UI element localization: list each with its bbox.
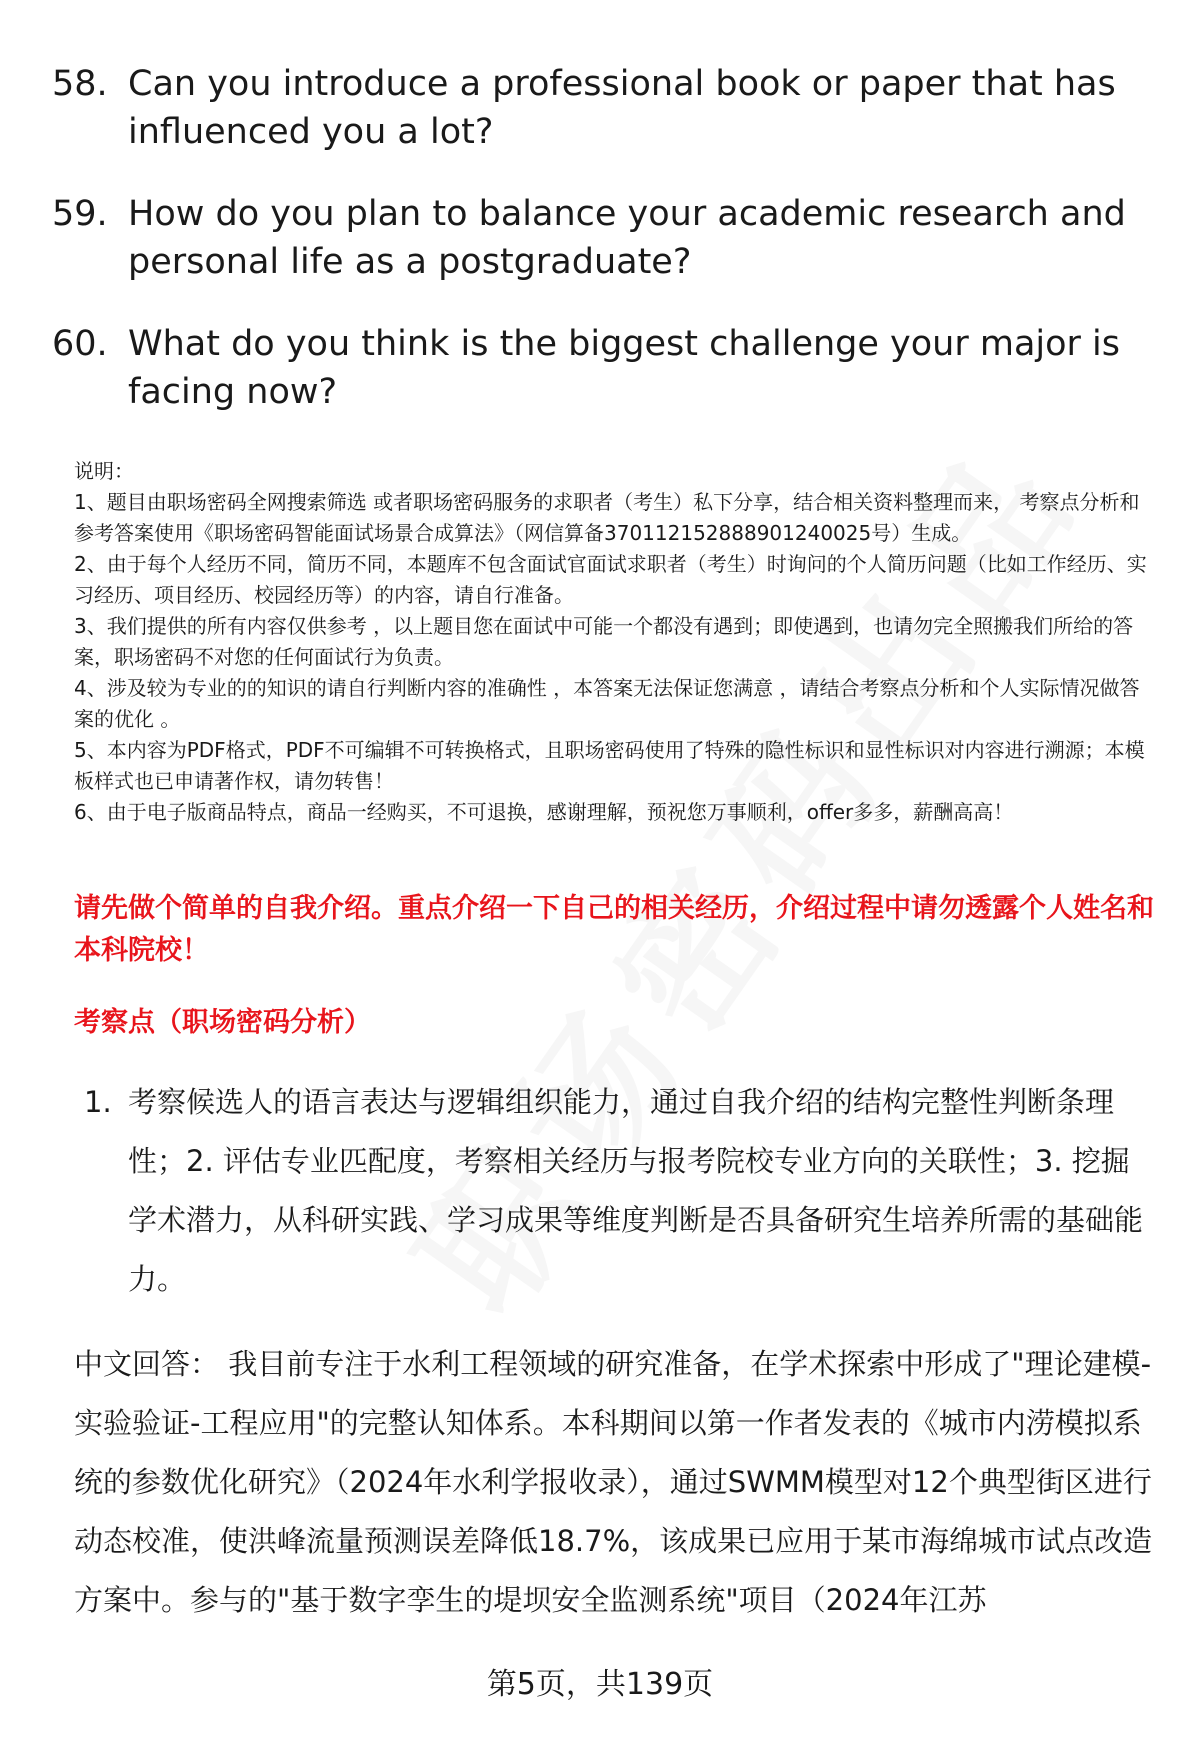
chinese-answer xyxy=(74,1335,1156,1630)
answer-label: 中文回答： xyxy=(74,1347,220,1381)
analysis-text: 考察候选人的语言表达与逻辑组织能力，通过自我介绍的结构完整性判断条理性；2. 评估专业匹配度，考察相关经历与报考院校专业方向的关联性；3. 挖掘学术潜力，从科研实践、学习成果等维度判断是否具备研究生培养所需的基础能力。 xyxy=(128,1085,1144,1296)
analysis-heading: 考察点（职场密码分析） xyxy=(74,1007,371,1038)
notes-title: 说明： xyxy=(74,459,134,483)
note-item: 2、由于每个人经历不同，简历不同，本题库不包含面试官面试求职者（考生）时询问的个人简历问题（比如工作经历、实习经历、项目经历、校园经历等）的内容，请自行准备。 xyxy=(74,552,1147,607)
note-item: 5、本内容为PDF格式，PDF不可编辑不可转换格式，且职场密码使用了特殊的隐性标识和显性标识对内容进行溯源；本模板样式也已申请著作权，请勿转售！ xyxy=(74,738,1145,793)
answer-text: 我目前专注于水利工程领域的研究准备，在学术探索中形成了"理论建模-实验验证-工程应用"的完整认知体系。本科期间以第一作者发表的《城市内涝模拟系统的参数优化研究》（2024年水利学报收录），通过SWMM模型对12个典型街区进行动态校准，使洪峰流量预测误差降低18.7%，该成果已应用于某市海绵城市试点改造方案中。参与的"基于数字孪生的堤坝安全监测系统"项目（2024年江苏 xyxy=(74,1347,1153,1617)
analysis-number: 1. xyxy=(84,1085,112,1119)
question-number: 58. xyxy=(52,64,108,104)
question-item xyxy=(52,60,1162,156)
question-text: Can you introduce a professional book or paper that has influenced you a lot? xyxy=(128,64,1116,152)
question-item xyxy=(52,320,1162,416)
question-number: 60. xyxy=(52,324,108,364)
analysis-list xyxy=(84,1073,1154,1309)
intro-question-heading: 请先做个简单的自我介绍。重点介绍一下自己的相关经历，介绍过程中请勿透露个人姓名和本科院校！ xyxy=(74,893,1154,966)
question-list xyxy=(52,60,1162,450)
page-footer: 第5页，共139页 xyxy=(486,1667,714,1702)
notes-section xyxy=(74,456,1156,828)
question-number: 59. xyxy=(52,194,108,234)
note-item: 1、题目由职场密码全网搜索筛选 或者职场密码服务的求职者（考生）私下分享，结合相关资料整理而来， 考察点分析和参考答案使用《职场密码智能面试场景合成算法》（网信算备370112152888901240025号）生成。 xyxy=(74,490,1140,545)
question-item xyxy=(52,190,1162,286)
note-item: 4、涉及较为专业的的知识的请自行判断内容的准确性 ，本答案无法保证您满意 ，请结合考察点分析和个人实际情况做答案的优化 。 xyxy=(74,676,1140,731)
question-text: How do you plan to balance your academic research and personal life as a postgraduate? xyxy=(128,194,1126,282)
note-item: 3、我们提供的所有内容仅供参考 ，以上题目您在面试中可能一个都没有遇到；即使遇到，也请勿完全照搬我们所给的答案，职场密码不对您的任何面试行为负责。 xyxy=(74,614,1134,669)
note-item: 6、由于电子版商品特点，商品一经购买，不可退换，感谢理解，预祝您万事顺利，offer多多，薪酬高高！ xyxy=(74,800,1014,824)
question-text: What do you think is the biggest challenge your major is facing now? xyxy=(128,324,1121,412)
